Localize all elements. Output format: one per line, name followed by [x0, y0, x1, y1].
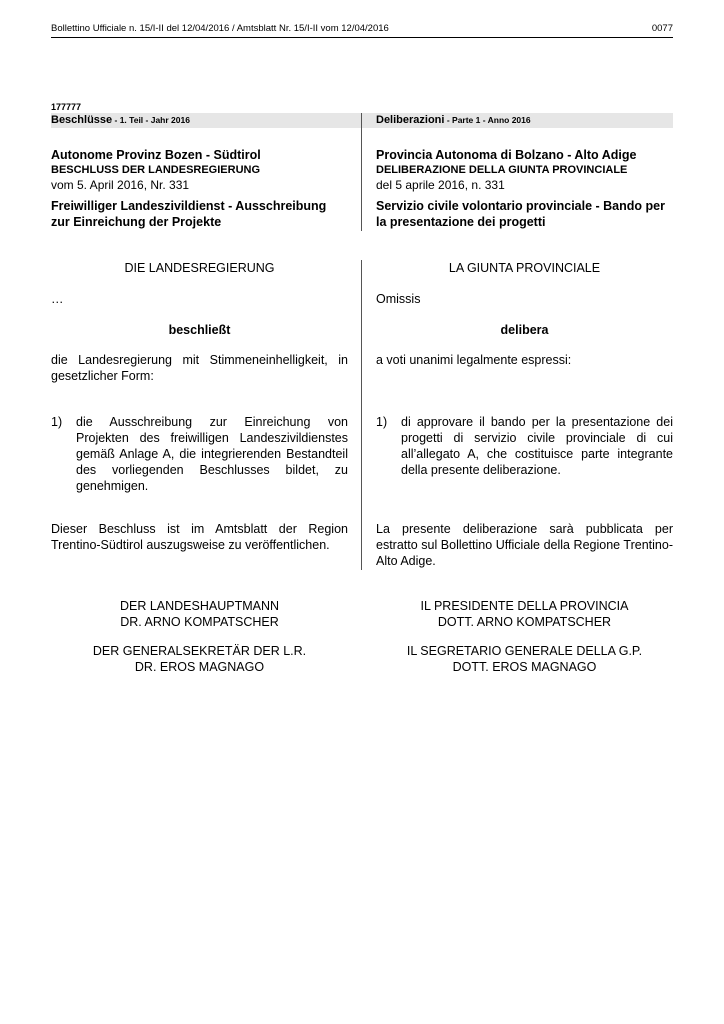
- signature-2-title-it: IL SEGRETARIO GENERALE DELLA G.P.: [406, 644, 643, 658]
- running-header: [51, 23, 673, 38]
- body-heading-it: LA GIUNTA PROVINCIALE: [448, 261, 601, 275]
- running-header-text: Bollettino Ufficiale n. 15/I-II del 12/04/2016 / Amtsblatt Nr. 15/I-II vom 12/04/2016: [51, 23, 389, 34]
- item-number-de: 1): [51, 415, 63, 429]
- signature-1-name-it: DOTT. ARNO KOMPATSCHER: [437, 615, 612, 629]
- signature-2-title-de: DER GENERALSEKRETÄR DER L.R.: [92, 644, 307, 658]
- signature-1-de: [51, 598, 348, 630]
- subject-de: Freiwilliger Landeszivildienst - Ausschreibung zur Einreichung der Projekte: [51, 199, 327, 229]
- publication-text-de: Dieser Beschluss ist im Amtsblatt der Region Trentino-Südtirol auszugsweise zu veröffentlichen.: [51, 522, 348, 552]
- act-type-de: BESCHLUSS DER LANDESREGIERUNG: [51, 164, 261, 176]
- signature-1-name-de: DR. ARNO KOMPATSCHER: [120, 615, 279, 629]
- document-id: 177777: [51, 102, 82, 112]
- signature-2-it: [376, 643, 673, 675]
- title-block-it: [376, 147, 673, 230]
- signature-1-title-de: DER LANDESHAUPTMANN: [119, 599, 280, 613]
- authority-it: Provincia Autonoma di Bolzano - Alto Adige: [376, 148, 637, 162]
- signature-2-name-it: DOTT. EROS MAGNAGO: [452, 660, 597, 674]
- omission-de: …: [51, 292, 64, 306]
- decision-word-it: delibera: [500, 323, 549, 337]
- item-text-de: die Ausschreibung zur Einreichung von Projekten des freiwilligen Landeszivildienstes gemäß Anlage A, die integrierenden Bestandteil des vorliegenden Beschlusses bildet, zu genehmigen.: [76, 415, 348, 493]
- vote-text-it: a voti unanimi legalmente espressi:: [376, 353, 572, 367]
- subject-it: Servizio civile volontario provinciale - Bando per la presentazione dei progetti: [376, 199, 665, 229]
- authority-de: Autonome Provinz Bozen - Südtirol: [51, 148, 261, 162]
- decision-word-de: beschließt: [168, 323, 231, 337]
- section-main-it: Deliberazioni: [376, 114, 445, 126]
- signature-1-title-it: IL PRESIDENTE DELLA PROVINCIA: [420, 599, 629, 613]
- signature-1-it: [376, 598, 673, 630]
- section-sub-de: - 1. Teil - Jahr 2016: [112, 115, 190, 125]
- column-divider-top: [361, 113, 362, 231]
- section-bar: [51, 113, 673, 128]
- page-number: 0077: [651, 23, 673, 34]
- signature-2-de: [51, 643, 348, 675]
- vote-text-de: die Landesregierung mit Stimmeneinhelligkeit, in gesetzlicher Form:: [51, 353, 348, 383]
- signature-2-name-de: DR. EROS MAGNAGO: [134, 660, 265, 674]
- list-item-de: [51, 414, 348, 494]
- list-item-it: [376, 414, 673, 478]
- section-label-de: [51, 114, 190, 126]
- item-text-it: di approvare il bando per la presentazione dei progetti di servizio civile provinciale di cui all’allegato A, che costituisce parte integrante della presente deliberazione.: [401, 415, 673, 477]
- act-date-it: del 5 aprile 2016, n. 331: [376, 178, 505, 192]
- act-date-de: vom 5. April 2016, Nr. 331: [51, 178, 190, 192]
- section-sub-it: - Parte 1 - Anno 2016: [444, 115, 531, 125]
- section-main-de: Beschlüsse: [51, 114, 113, 126]
- item-number-it: 1): [376, 415, 388, 429]
- body-heading-de: DIE LANDESREGIERUNG: [124, 261, 275, 275]
- column-divider-main: [361, 260, 362, 570]
- publication-text-it: La presente deliberazione sarà pubblicata per estratto sul Bollettino Ufficiale della Regione Trentino-Alto Adige.: [376, 522, 673, 568]
- omission-it: Omissis: [376, 292, 421, 306]
- title-block-de: [51, 147, 348, 230]
- act-type-it: DELIBERAZIONE DELLA GIUNTA PROVINCIALE: [376, 164, 628, 176]
- section-label-it: [376, 114, 531, 126]
